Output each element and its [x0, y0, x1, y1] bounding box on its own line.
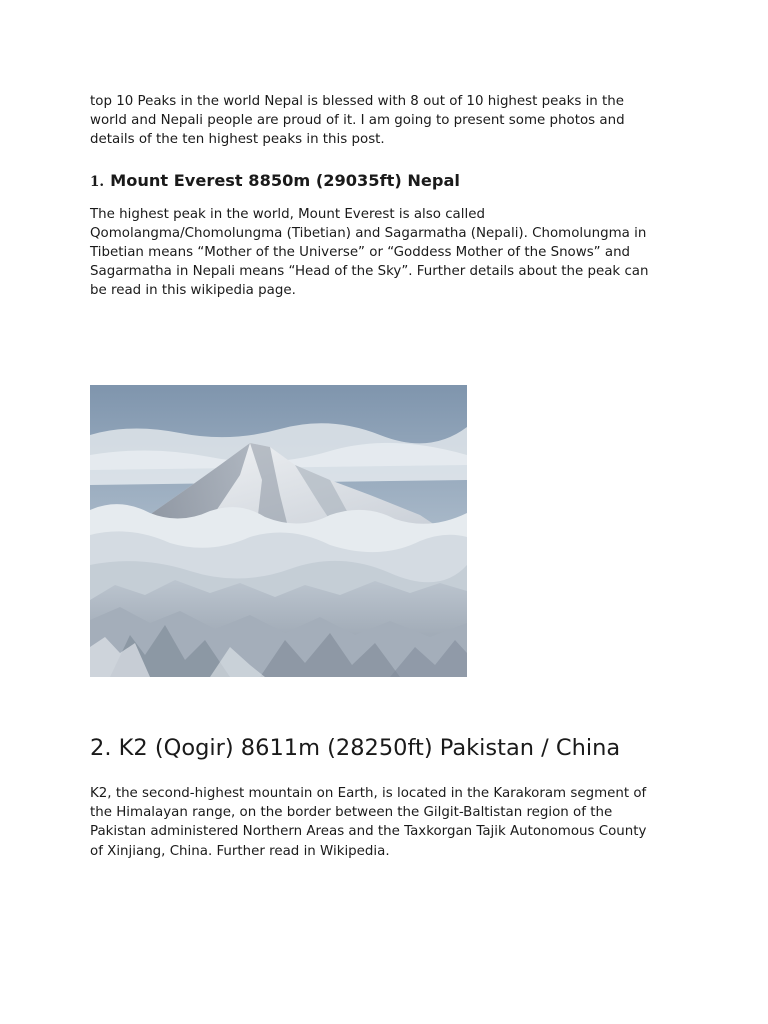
- section-1-number: 1.: [90, 173, 105, 190]
- section-1-heading: [90, 171, 680, 190]
- intro-paragraph: top 10 Peaks in the world Nepal is blessed with 8 out of 10 highest peaks in the world and Nepali people are proud of it. I am going to present some photos and details of the ten highest peaks in this post.: [90, 94, 625, 148]
- section-1-title: Mount Everest 8850m (29035ft) Nepal: [110, 170, 460, 190]
- section-1-body: The highest peak in the world, Mount Everest is also called Qomolangma/Chomolungma (Tibetian) and Sagarmatha (Nepali). Chomolungma in Tibetian means “Mother of the Universe” or “Goddess Mother of the Snows” and Sagarmatha in Nepali means “Head of the Sky”. Further details about the peak can be read in this wikipedia page.: [90, 206, 649, 299]
- section-2-body: K2, the second-highest mountain on Earth, is located in the Karakoram segment of the Himalayan range, on the border between the Gilgit-Baltistan region of the Pakistan administered Northern Areas and the Taxkorgan Tajik Autonomous County of Xinjiang, China. Further read in Wikipedia.: [90, 786, 647, 859]
- mount-everest-photo: [90, 385, 467, 677]
- section-2-heading: 2. K2 (Qogir) 8611m (28250ft) Pakistan / China: [90, 735, 621, 761]
- document-page: [90, 92, 680, 301]
